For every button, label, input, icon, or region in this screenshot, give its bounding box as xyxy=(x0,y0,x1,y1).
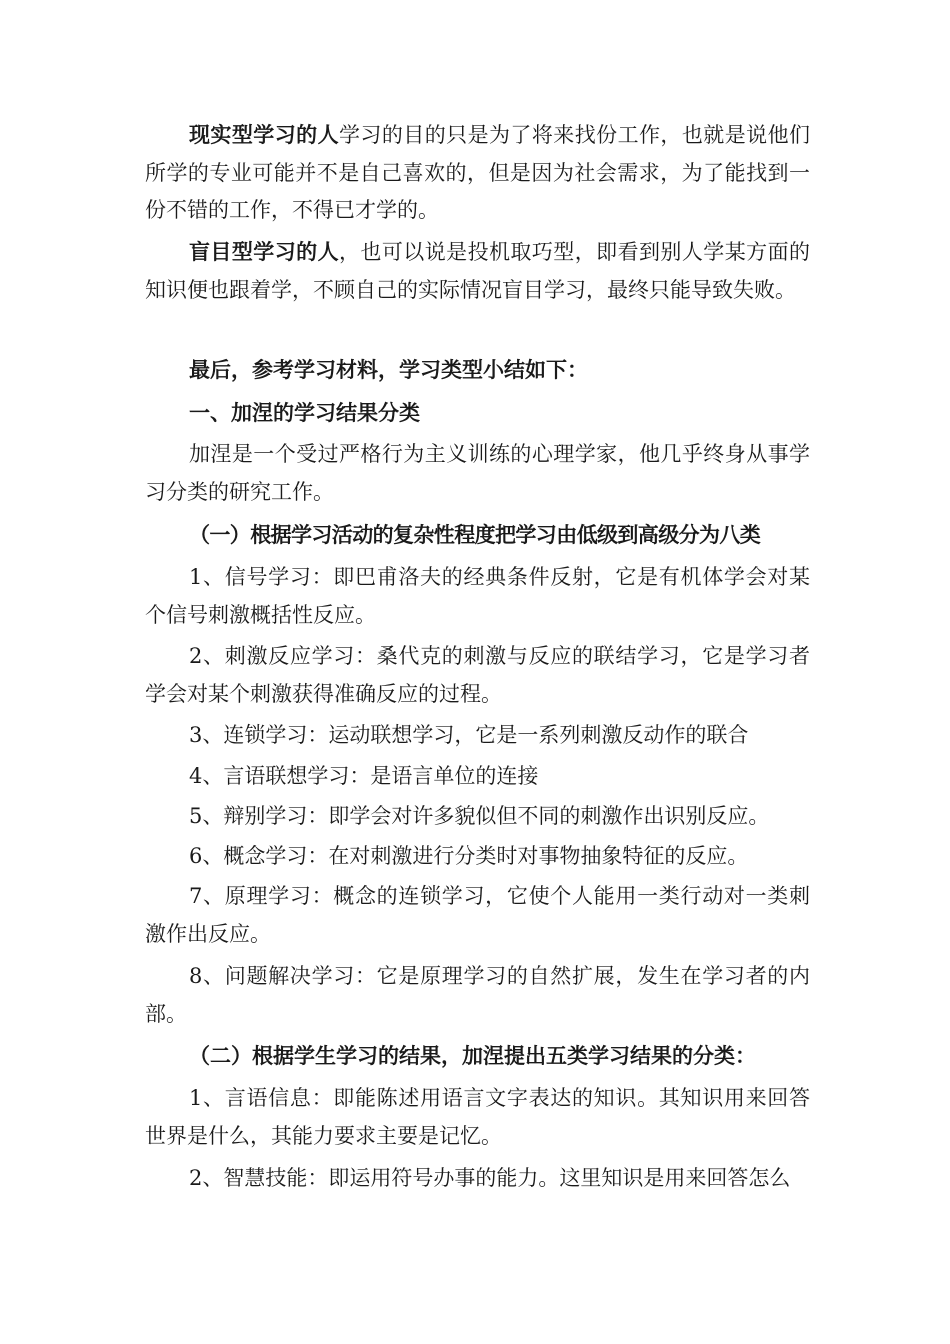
list-item-intellectual-skills: 2、智慧技能：即运用符号办事的能力。这里知识是用来回答怎么 xyxy=(189,1166,791,1190)
list-item-chaining: 3、连锁学习：运动联想学习，它是一系列刺激反动作的联合 xyxy=(189,723,749,747)
list-item-stimulus-response: 2、刺激反应学习：桑代克的刺激与反应的联结学习，它是学习者学会对某个刺激获得准确反应的过程。 xyxy=(145,644,810,706)
summary-heading: 最后，参考学习材料，学习类型小结如下： xyxy=(189,358,588,382)
list-item-discrimination: 5、辩别学习：即学会对许多貌似但不同的刺激作出识别反应。 xyxy=(189,804,770,828)
list-item-principle-learning: 7、原理学习：概念的连锁学习，它使个人能用一类行动对一类刺激作出反应。 xyxy=(145,884,810,946)
subsection-heading-five-outcomes: （二）根据学生学习的结果，加涅提出五类学习结果的分类： xyxy=(189,1044,756,1068)
list-item-verbal-association: 4、言语联想学习：是语言单位的连接 xyxy=(189,764,539,788)
subsection-heading-eight-types: （一）根据学习活动的复杂性程度把学习由低级到高级分为八类 xyxy=(189,523,761,547)
list-item-problem-solving: 8、问题解决学习：它是原理学习的自然扩展，发生在学习者的内部。 xyxy=(145,964,810,1026)
section-heading-gagne: 一、加涅的学习结果分类 xyxy=(189,401,420,425)
term-realistic-learner: 现实型学习的人 xyxy=(189,123,339,147)
paragraph-gagne-intro: 加涅是一个受过严格行为主义训练的心理学家，他几乎终身从事学习分类的研究工作。 xyxy=(145,442,810,504)
list-item-concept-learning: 6、概念学习：在对刺激进行分类时对事物抽象特征的反应。 xyxy=(189,844,749,868)
list-item-signal-learning: 1、信号学习：即巴甫洛夫的经典条件反射，它是有机体学会对某个信号刺激概括性反应。 xyxy=(145,565,810,627)
paragraph-realistic-learner xyxy=(145,117,810,230)
paragraph-text: 学习的目的只是为了将来找份工作，也就是说他们所学的专业可能并不是自己喜欢的，但是因为社会需求，为了能找到一份不错的工作，不得已才学的。 xyxy=(145,123,810,222)
paragraph-blind-learner xyxy=(145,234,810,309)
paragraph-text: ，也可以说是投机取巧型，即看到别人学某方面的知识便也跟着学，不顾自己的实际情况盲目学习，最终只能导致失败。 xyxy=(145,240,810,302)
list-item-verbal-information: 1、言语信息：即能陈述用语言文字表达的知识。其知识用来回答世界是什么，其能力要求主要是记忆。 xyxy=(145,1086,810,1148)
term-blind-learner: 盲目型学习的人 xyxy=(189,240,339,264)
